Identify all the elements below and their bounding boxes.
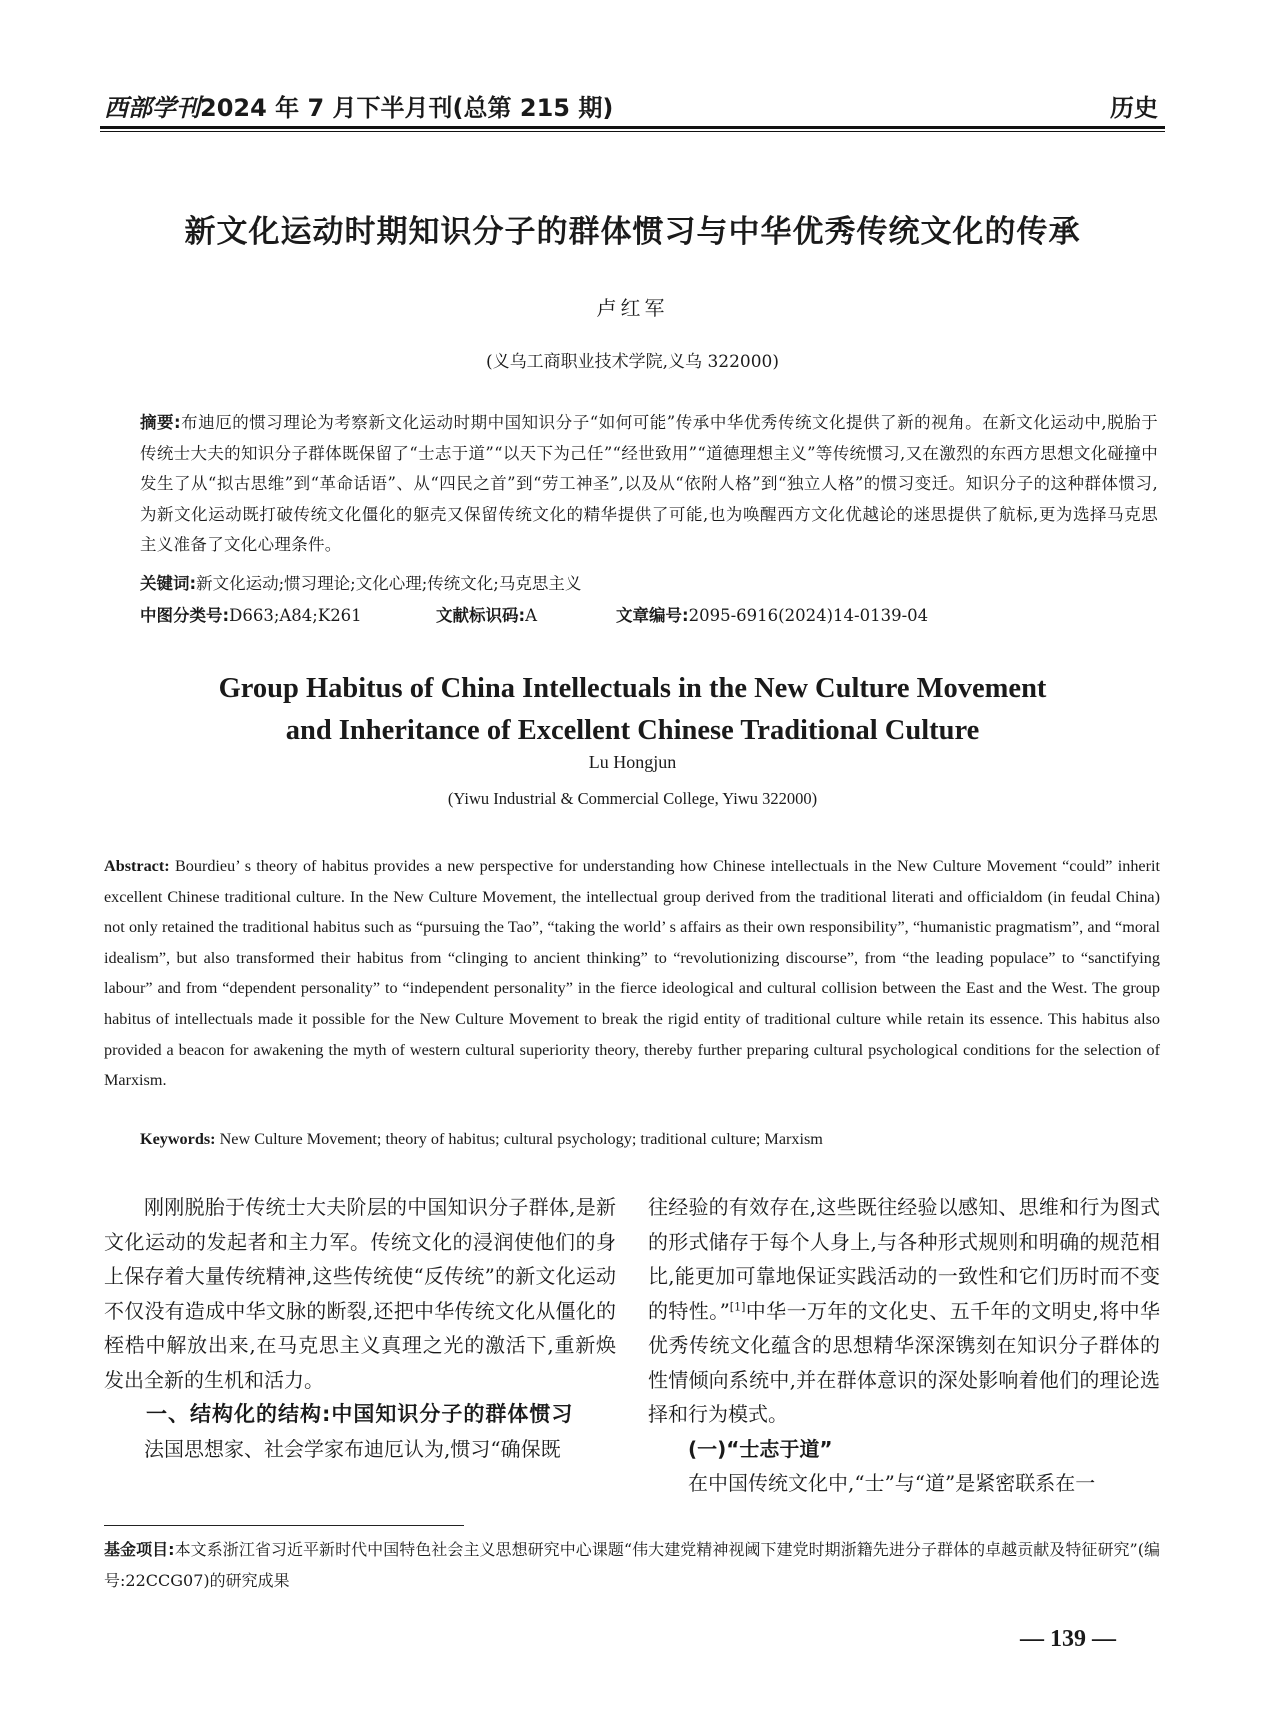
body-left-column bbox=[104, 1190, 616, 1466]
classification-number: 中图分类号:D663;A84;K261 bbox=[140, 606, 362, 625]
section-heading: 一、结构化的结构:中国知识分子的群体惯习 bbox=[146, 1402, 574, 1426]
funding-text: 本文系浙江省习近平新时代中国特色社会主义思想研究中心课题“伟大建党精神视阈下建党时期浙籍先进分子群体的卓越贡献及特征研究”(编号:22CCG07)的研究成果 bbox=[104, 1540, 1161, 1590]
document-code: 文献标识码:A bbox=[436, 606, 538, 625]
section-label: 历史 bbox=[1110, 94, 1158, 122]
abstract-en bbox=[104, 851, 1160, 1096]
funding-footnote bbox=[104, 1534, 1160, 1596]
keywords-cn bbox=[140, 570, 1158, 594]
author-en: Lu Hongjun bbox=[588, 752, 677, 772]
journal-issue-header bbox=[104, 88, 613, 123]
abstract-cn-label: 摘要: bbox=[140, 413, 181, 432]
paper-title-en-line1: Group Habitus of China Intellectuals in the New Culture Movement bbox=[218, 673, 1047, 704]
body-paragraph: 刚刚脱胎于传统士大夫阶层的中国知识分子群体,是新文化运动的发起者和主力军。传统文化的浸润使他们的身上保存着大量传统精神,这些传统使“反传统”的新文化运动不仅没有造成中华文脉的断裂,还把中华传统文化从僵化的桎梏中解放出来,在马克思主义真理之光的激活下,重新焕发出全新的生机和活力。 bbox=[104, 1195, 616, 1392]
paper-title-cn: 新文化运动时期知识分子的群体惯习与中华优秀传统文化的传承 bbox=[184, 214, 1081, 250]
header-rule bbox=[100, 126, 1165, 129]
body-paragraph: 往经验的有效存在,这些既往经验以感知、思维和行为图式的形式储存于每个人身上,与各种形式规则和明确的规范相比,能更加可靠地保证实践活动的一致性和它们历时而不变的特性。”[1]中华一万年的文化史、五千年的文明史,将中华优秀传统文化蕴含的思想精华深深镌刻在知识分子群体的性情倾向系统中,并在群体意识的深处影响着他们的理论选择和行为模式。 bbox=[648, 1195, 1160, 1426]
paper-title-en bbox=[100, 668, 1165, 752]
subsection-heading: (一)“士志于道” bbox=[688, 1436, 833, 1461]
keywords-cn-label: 关键词: bbox=[140, 574, 197, 593]
funding-label: 基金项目: bbox=[104, 1540, 175, 1559]
abstract-cn bbox=[140, 408, 1158, 561]
keywords-en-text: New Culture Movement; theory of habitus; cultural psychology; traditional culture; Marxism bbox=[219, 1130, 823, 1148]
body-paragraph: 在中国传统文化中,“士”与“道”是紧密联系在一 bbox=[688, 1471, 1096, 1495]
body-right-column bbox=[648, 1190, 1160, 1501]
header-rule-thin bbox=[100, 131, 1165, 132]
journal-logo: 西部学刊 bbox=[104, 93, 200, 122]
page-number: — 139 — bbox=[1020, 1626, 1116, 1652]
abstract-en-label: Abstract: bbox=[104, 857, 170, 875]
journal-issue: 2024 年 7 月下半月刊(总第 215 期) bbox=[200, 94, 614, 122]
abstract-en-text: Bourdieu’ s theory of habitus provides a new perspective for understanding how Chinese intellectuals in the New Culture Movement “could” inherit excellent Chinese traditional culture. In the New Culture Movement, the intellectual group derived from the traditional literati and officialdom (in feudal China) not only retained the traditional habitus such as “pursuing the Tao”, “taking the world’ s affairs as their own responsibility”, “humanistic pragmatism”, and “moral idealism”, but also transformed their habitus from “clinging to ancient thinking” to “revolutionizing discourse”, from “the leading populace” to “sanctifying labour” and from “dependent personality” to “independent personality” in the fierce ideological and cultural collision between the East and the West. The group habitus of intellectuals made it possible for the New Culture Movement to break the rigid entity of traditional culture while retain its essence. This habitus also provided a beacon for awakening the myth of western cultural superiority theory, thereby further preparing cultural psychological conditions for the selection of Marxism. bbox=[104, 857, 1160, 1090]
footnote-rule bbox=[104, 1525, 464, 1526]
body-paragraph: 法国思想家、社会学家布迪厄认为,惯习“确保既 bbox=[144, 1436, 561, 1461]
author-cn: 卢红军 bbox=[596, 296, 669, 320]
keywords-en bbox=[140, 1130, 823, 1149]
keywords-cn-text: 新文化运动;惯习理论;文化心理;传统文化;马克思主义 bbox=[196, 574, 582, 593]
paper-title-en-line2: and Inheritance of Excellent Chinese Traditional Culture bbox=[285, 715, 980, 746]
affiliation-cn: (义乌工商职业技术学院,义乌 322000) bbox=[486, 352, 779, 372]
affiliation-en: (Yiwu Industrial & Commercial College, Yiwu 322000) bbox=[447, 789, 818, 808]
article-number: 文章编号:2095-6916(2024)14-0139-04 bbox=[616, 606, 929, 625]
keywords-en-label: Keywords: bbox=[140, 1130, 216, 1148]
citation-ref[interactable]: [1] bbox=[729, 1299, 746, 1313]
abstract-cn-text: 布迪厄的惯习理论为考察新文化运动时期中国知识分子“如何可能”传承中华优秀传统文化提供了新的视角。在新文化运动中,脱胎于传统士大夫的知识分子群体既保留了“士志于道”“以天下为己任”“经世致用”“道德理想主义”等传统惯习,又在激烈的东西方思想文化碰撞中发生了从“拟古思维”到“革命话语”、从“四民之首”到“劳工神圣”,以及从“依附人格”到“独立人格”的惯习变迁。知识分子的这种群体惯习,为新文化运动既打破传统文化僵化的躯壳又保留传统文化的精华提供了可能,也为唤醒西方文化优越论的迷思提供了航标,更为选择马克思主义准备了文化心理条件。 bbox=[140, 413, 1158, 554]
